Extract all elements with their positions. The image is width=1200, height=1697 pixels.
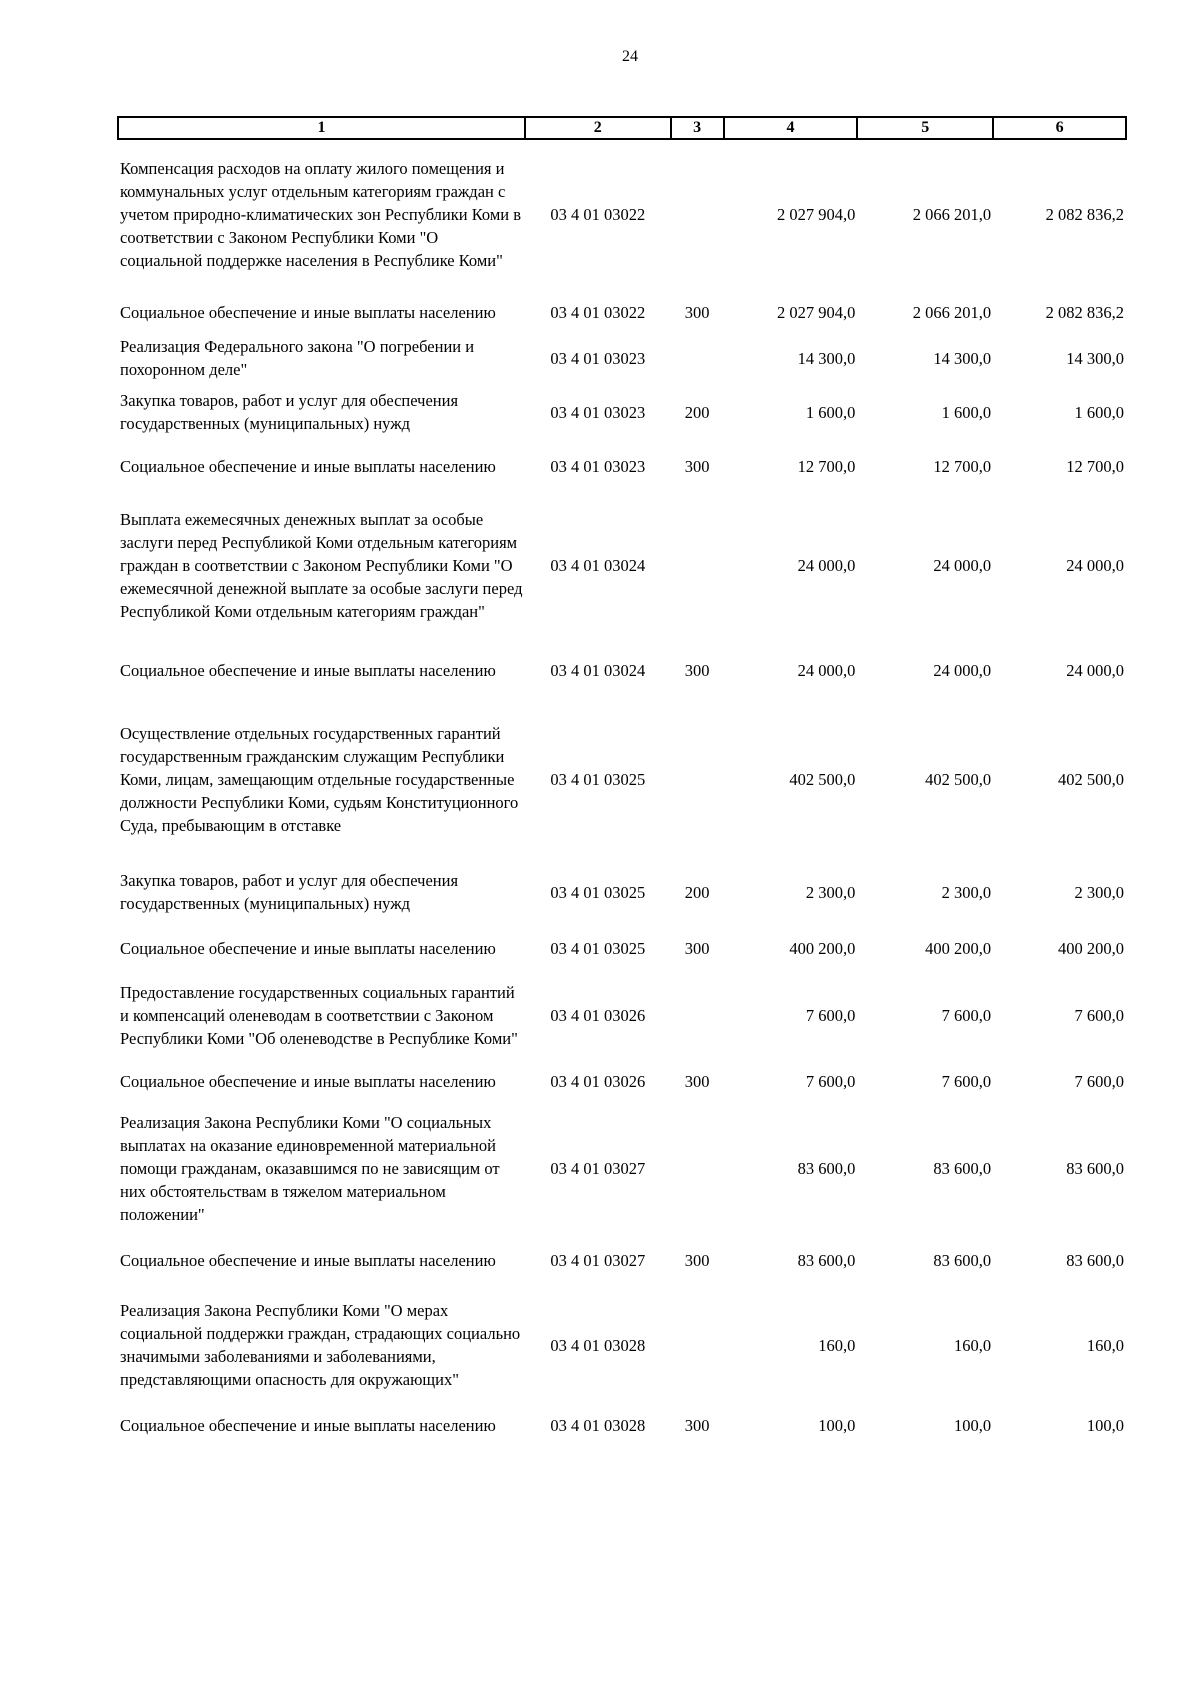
row-type-cell: [671, 971, 724, 1059]
row-value-year3-cell: 83 600,0: [1066, 1158, 1124, 1178]
row-value-year1-cell: 14 300,0: [797, 348, 856, 368]
row-value-year1-cell: 24 000,0: [797, 660, 856, 680]
row-value-year3-cell: 14 300,0: [1066, 348, 1124, 368]
row-value-year2-cell: 2 066 201,0: [912, 302, 992, 322]
row-type-cell: 300: [684, 1415, 710, 1435]
table-row: [118, 443, 1126, 489]
row-type-cell: 300: [684, 456, 710, 476]
table-row: [118, 971, 1126, 1059]
row-type-cell: 200: [684, 402, 710, 422]
row-code-cell: 03 4 01 03023: [550, 402, 646, 422]
row-value-year2-cell: 160,0: [954, 1335, 992, 1355]
row-type-cell: 300: [684, 660, 710, 680]
row-value-year2-cell: 2 066 201,0: [912, 205, 992, 224]
row-value-year1-cell: 2 027 904,0: [777, 302, 856, 322]
column-header-6: 6: [993, 117, 1126, 139]
row-code-cell: 03 4 01 03025: [550, 938, 646, 958]
table-row: [118, 1233, 1126, 1287]
row-type-cell: [671, 1103, 724, 1233]
row-type-cell: [671, 335, 724, 381]
row-value-year3-cell: 7 600,0: [1074, 1071, 1124, 1091]
row-value-year1-cell: 83 600,0: [797, 1158, 856, 1178]
row-value-year1-cell: 402 500,0: [789, 769, 856, 789]
row-value-year1-cell: 160,0: [818, 1335, 856, 1355]
row-value-year2-cell: 402 500,0: [925, 769, 992, 789]
row-value-year1-cell: 12 700,0: [797, 456, 856, 476]
row-value-year3-cell: 12 700,0: [1066, 456, 1124, 476]
row-type-cell: [671, 489, 724, 641]
row-type-cell: [671, 139, 724, 289]
row-value-year2-cell: 24 000,0: [933, 555, 992, 575]
row-value-year1-cell: 400 200,0: [789, 938, 856, 958]
row-name-cell: Социальное обеспечение и иные выплаты населению: [120, 660, 496, 680]
row-value-year3-cell: 400 200,0: [1058, 938, 1124, 958]
table-row: [118, 139, 1126, 289]
row-value-year2-cell: 12 700,0: [933, 456, 992, 476]
row-value-year3-cell: 24 000,0: [1066, 660, 1124, 680]
row-code-cell: 03 4 01 03022: [550, 205, 646, 224]
row-type-cell: 300: [684, 1250, 710, 1270]
row-name-cell: Закупка товаров, работ и услуг для обеспечения государственных (муниципальных) нужд: [120, 391, 459, 433]
row-code-cell: 03 4 01 03028: [550, 1335, 646, 1355]
column-header-4: 4: [724, 117, 858, 139]
row-code-cell: 03 4 01 03026: [550, 1005, 646, 1025]
page-number: 24: [622, 48, 638, 65]
row-value-year3-cell: 402 500,0: [1058, 769, 1124, 789]
row-value-year3-cell: 2 082 836,2: [1045, 205, 1124, 224]
row-value-year3-cell: 100,0: [1086, 1415, 1124, 1435]
table-row: [118, 335, 1126, 381]
table-body: [118, 139, 1126, 1447]
row-name-cell: Социальное обеспечение и иные выплаты населению: [120, 456, 496, 476]
budget-table: [117, 116, 1127, 1447]
row-value-year2-cell: 7 600,0: [941, 1005, 992, 1025]
row-value-year2-cell: 400 200,0: [925, 938, 992, 958]
column-header-1: 1: [118, 117, 525, 139]
row-value-year1-cell: 2 027 904,0: [777, 205, 856, 224]
row-code-cell: 03 4 01 03025: [550, 882, 646, 902]
row-name-cell: Предоставление государственных социальных гарантий и компенсаций оленеводам в соответствии с Законом Республики Коми "Об оленеводстве в Республике Коми": [120, 982, 518, 1048]
row-name-cell: Реализация Закона Республики Коми "О мерах социальной поддержки граждан, страдающих социально значимыми заболеваниями и заболеваниями, представляющими опасность для окружающих": [120, 1301, 521, 1389]
row-value-year3-cell: 24 000,0: [1066, 555, 1124, 575]
column-header-3: 3: [671, 117, 724, 139]
row-value-year2-cell: 14 300,0: [933, 348, 992, 368]
row-code-cell: 03 4 01 03024: [550, 555, 646, 575]
column-header-2: 2: [525, 117, 671, 139]
column-header-5: 5: [857, 117, 993, 139]
row-code-cell: 03 4 01 03025: [550, 769, 646, 789]
row-name-cell: Реализация Закона Республики Коми "О социальных выплатах на оказание единовременной материальной помощи гражданам, оказавшимся по не зависящим от них обстоятельствам в тяжелом материальном положении": [120, 1112, 500, 1224]
row-value-year2-cell: 1 600,0: [941, 402, 992, 422]
table-row: [118, 1287, 1126, 1403]
row-value-year3-cell: 2 082 836,2: [1045, 302, 1124, 322]
row-value-year3-cell: 160,0: [1086, 1335, 1124, 1355]
row-value-year2-cell: 2 300,0: [941, 882, 992, 902]
row-code-cell: 03 4 01 03027: [550, 1158, 646, 1178]
table-row: [118, 1059, 1126, 1103]
row-value-year2-cell: 83 600,0: [933, 1158, 992, 1178]
row-name-cell: Социальное обеспечение и иные выплаты населению: [120, 1071, 496, 1091]
row-value-year1-cell: 7 600,0: [805, 1005, 856, 1025]
table-row: [118, 381, 1126, 443]
row-code-cell: 03 4 01 03024: [550, 660, 646, 680]
row-type-cell: [671, 699, 724, 859]
row-value-year2-cell: 24 000,0: [933, 660, 992, 680]
row-value-year1-cell: 24 000,0: [797, 555, 856, 575]
row-code-cell: 03 4 01 03027: [550, 1250, 646, 1270]
row-name-cell: Социальное обеспечение и иные выплаты населению: [120, 1415, 496, 1435]
row-value-year2-cell: 7 600,0: [941, 1071, 992, 1091]
row-code-cell: 03 4 01 03022: [550, 302, 646, 322]
row-value-year1-cell: 100,0: [818, 1415, 856, 1435]
row-name-cell: Выплата ежемесячных денежных выплат за особые заслуги перед Республикой Коми отдельным категориям граждан в соответствии с Законом Республики Коми "О ежемесячной денежной выплате за особые заслуги перед Республикой Коми отдельным категориям граждан": [120, 509, 523, 621]
row-name-cell: Социальное обеспечение и иные выплаты населению: [120, 302, 496, 322]
table-row: [118, 699, 1126, 859]
row-name-cell: Закупка товаров, работ и услуг для обеспечения государственных (муниципальных) нужд: [120, 871, 459, 913]
row-value-year3-cell: 2 300,0: [1074, 882, 1124, 902]
row-type-cell: 300: [684, 302, 710, 322]
table-row: [118, 289, 1126, 335]
row-value-year1-cell: 7 600,0: [805, 1071, 856, 1091]
table-row: [118, 1403, 1126, 1447]
row-code-cell: 03 4 01 03023: [550, 456, 646, 476]
row-name-cell: Социальное обеспечение и иные выплаты населению: [120, 938, 496, 958]
table-row: [118, 489, 1126, 641]
row-type-cell: [671, 1287, 724, 1403]
row-name-cell: Реализация Федерального закона "О погребении и похоронном деле": [120, 337, 475, 379]
row-code-cell: 03 4 01 03023: [550, 348, 646, 368]
row-value-year3-cell: 1 600,0: [1074, 402, 1124, 422]
row-type-cell: 200: [684, 882, 710, 902]
table-row: [118, 859, 1126, 925]
table-header-row: [118, 117, 1126, 139]
row-type-cell: 300: [684, 938, 710, 958]
row-value-year2-cell: 100,0: [954, 1415, 992, 1435]
row-value-year3-cell: 7 600,0: [1074, 1005, 1124, 1025]
row-value-year2-cell: 83 600,0: [933, 1250, 992, 1270]
row-code-cell: 03 4 01 03026: [550, 1071, 646, 1091]
row-value-year1-cell: 83 600,0: [797, 1250, 856, 1270]
table-row: [118, 1103, 1126, 1233]
table-row: [118, 925, 1126, 971]
row-value-year1-cell: 2 300,0: [805, 882, 856, 902]
row-name-cell: Социальное обеспечение и иные выплаты населению: [120, 1250, 496, 1270]
table-row: [118, 641, 1126, 699]
row-value-year3-cell: 83 600,0: [1066, 1250, 1124, 1270]
row-name-cell: Компенсация расходов на оплату жилого помещения и коммунальных услуг отдельным категориям граждан с учетом природно-климатических зон Республики Коми в соответствии с Законом Республики Коми "О социальной поддержке населения в Республике Коми": [120, 159, 522, 270]
row-value-year1-cell: 1 600,0: [805, 402, 856, 422]
row-type-cell: 300: [684, 1071, 710, 1091]
row-name-cell: Осуществление отдельных государственных гарантий государственным гражданским служащим Республики Коми, лицам, замещающим отдельные государственные должности Республики Коми, судьям Конституционного Суда, пребывающим в отставке: [120, 723, 519, 835]
row-code-cell: 03 4 01 03028: [550, 1415, 646, 1435]
